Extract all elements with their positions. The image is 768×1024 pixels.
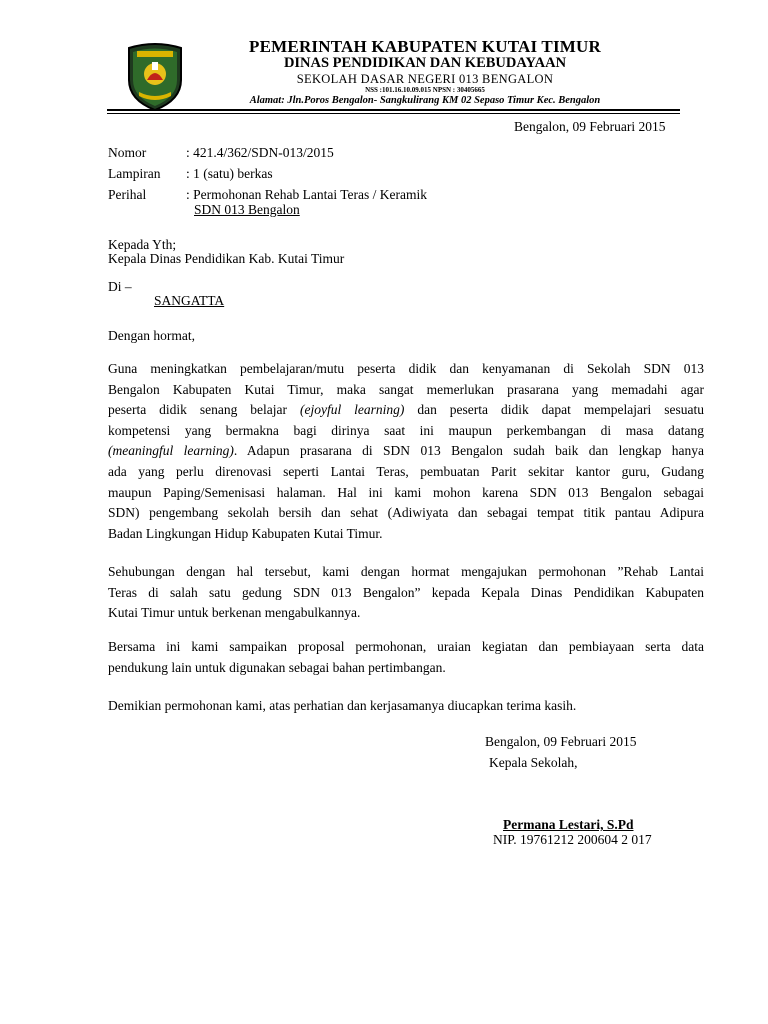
signatory-nip: NIP. 19761212 200604 2 017 [493,832,652,847]
recipient-greeting: Kepada Yth; [108,237,177,252]
body-paragraph-2 [108,562,704,624]
letterhead-school: SEKOLAH DASAR NEGERI 013 BENGALON [296,72,554,86]
paragraph-line: Badan Lingkungan Hidup Kabupaten Kutai Timur. [108,525,383,541]
closing-title: Kepala Sekolah, [489,755,578,770]
perihal-label: Perihal [108,187,147,202]
paragraph-line [108,400,704,421]
lampiran-value: : 1 (satu) berkas [186,166,273,181]
lampiran-label: Lampiran [108,166,161,181]
paragraph-line: Bengalon Kabupaten Kutai Timur, maka sangat memerlukan prasarana yang memadahi agar [108,381,704,397]
paragraph-line: Teras di salah satu gedung SDN 013 Bengalon” kepada Kepala Dinas Pendidikan Kabupaten [108,584,704,600]
closing-date: Bengalon, 09 Februari 2015 [485,734,637,749]
salutation: Dengan hormat, [108,328,195,343]
kutai-timur-emblem-icon [125,40,185,112]
letterhead-divider [107,109,680,111]
paragraph-line: Guna meningkatkan pembelajaran/mutu peserta didik dan kenyamanan di Sekolah SDN 013 [108,361,704,376]
signatory-name: Permana Lestari, S.Pd [503,817,634,832]
nomor-label: Nomor [108,145,147,160]
paragraph-line: ada yang perlu direnovasi seperti Lantai Teras, pembuatan Parit sekitar kantor guru, Gudang [108,463,704,479]
text-segment: . Adapun prasarana di SDN 013 Bengalon sudah baik dan lengkap hanya [233,443,705,459]
recipient-di: Di – [108,279,132,294]
perihal-value: : Permohonan Rehab Lantai Teras / Keramik [186,187,427,202]
paragraph-line: Bersama ini kami sampaikan proposal permohonan, uraian kegiatan dan pembiayaan serta data [108,639,704,654]
paragraph-line [108,441,704,462]
paragraph-line: Kutai Timur untuk berkenan mengabulkannya. [108,605,361,621]
letterhead-divider-thin [107,113,680,114]
paragraph-line: kompetensi yang bermakna bagi dirinya saat ini maupun perkembangan di masa datang [108,422,704,438]
paragraph-line: Sehubungan dengan hal tersebut, kami dengan hormat mengajukan permohonan ”Rehab Lantai [108,564,704,579]
body-paragraph-4: Demikian permohonan kami, atas perhatian dan kerjasamanya diucapkan terima kasih. [108,698,577,713]
text-segment: dan peserta didik dapat mempelajari sesuatu [404,402,704,418]
perihal-value-continued: SDN 013 Bengalon [194,202,300,217]
body-paragraph-1 [108,359,704,544]
recipient-city: SANGATTA [154,293,225,308]
letterhead-address: Alamat: Jln.Poros Bengalon- Sangkulirang KM 02 Sepaso Timur Kec. Bengalon [249,95,601,106]
paragraph-line: SDN) pengembang sekolah bersih dan sehat (Adiwiyata dan sebagai tempat titik pantau Adipura [108,505,704,521]
italic-term-ejoyful: (ejoyful learning) [299,402,405,418]
nomor-value: : 421.4/362/SDN-013/2015 [186,145,334,160]
paragraph-line: maupun Paping/Semenisasi halaman. Hal ini kami mohon karena SDN 013 Bengalon sebagai [108,484,704,500]
italic-term-meaningful: (meaningful learning) [108,443,234,459]
body-paragraph-3 [108,637,704,678]
letter-date: Bengalon, 09 Februari 2015 [514,119,666,134]
letterhead-nss-npsn: NSS :101.16.10.09.015 NPSN : 30405665 [365,86,485,94]
recipient-name: Kepala Dinas Pendidikan Kab. Kutai Timur [108,251,345,266]
letterhead-department: DINAS PENDIDIKAN DAN KEBUDAYAAN [283,55,567,71]
paragraph-line: pendukung lain untuk digunakan sebagai bahan pertimbangan. [108,659,446,675]
text-segment: peserta didik senang belajar [108,402,300,418]
letterhead-government: PEMERINTAH KABUPATEN KUTAI TIMUR [249,37,601,56]
